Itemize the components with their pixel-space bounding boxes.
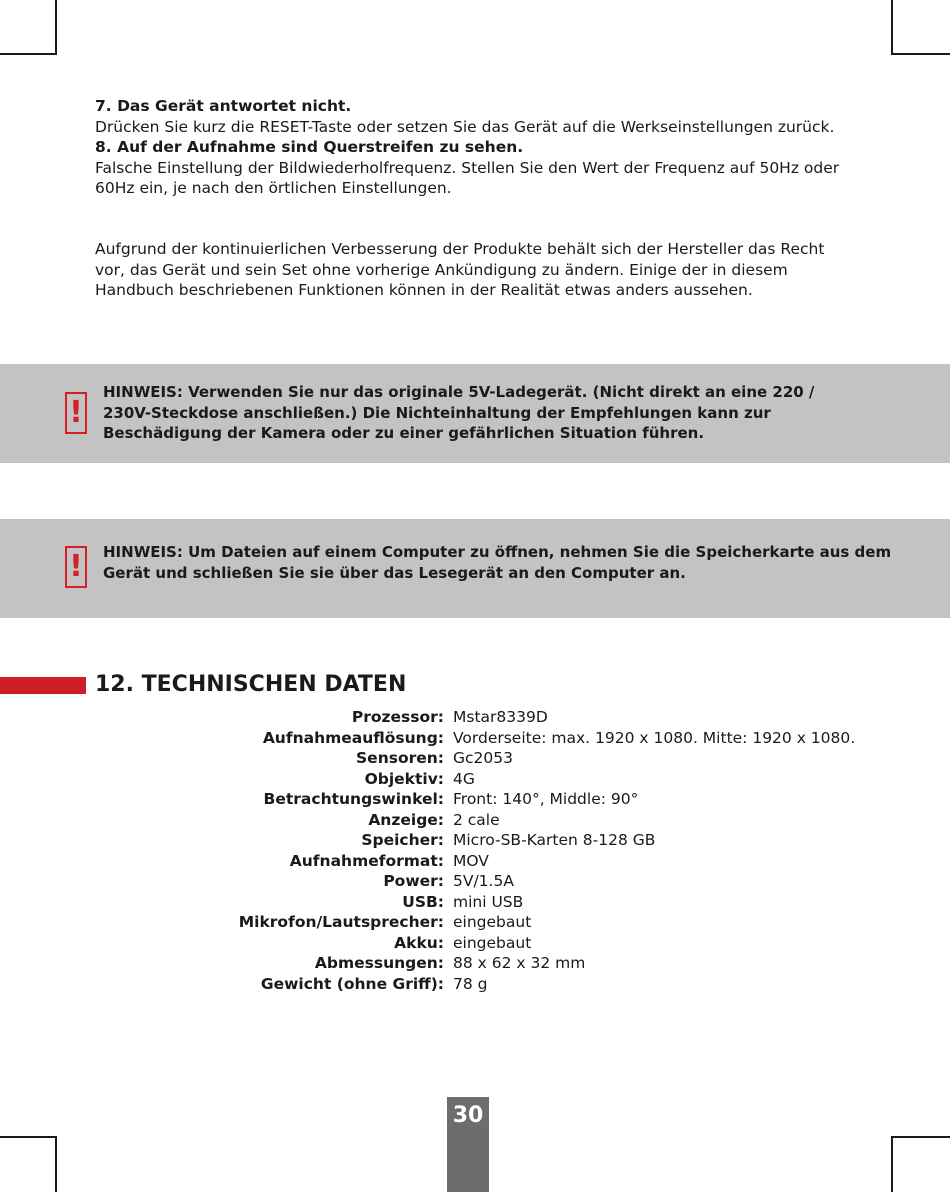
crop-mark-top-right-h xyxy=(891,53,950,55)
spec-label: Aufnahmeformat: xyxy=(289,851,444,870)
crop-mark-bottom-right-h xyxy=(891,1136,950,1138)
spec-row xyxy=(0,953,950,974)
spec-value: Gc2053 xyxy=(453,749,513,767)
spec-value: MOV xyxy=(453,851,489,870)
disclaimer-block xyxy=(95,239,855,301)
notice-box-charger xyxy=(0,364,950,463)
spec-label: Objektiv: xyxy=(364,769,444,788)
spec-value: Micro-SB-Karten 8-128 GB xyxy=(453,831,656,849)
spec-row xyxy=(0,912,950,933)
spec-value: Vorderseite: max. 1920 x 1080. Mitte: 1920 x 1080. xyxy=(453,728,856,747)
exclamation-icon: ! xyxy=(65,546,87,588)
spec-label: Anzeige: xyxy=(368,810,444,829)
troubleshooting-section xyxy=(95,96,855,199)
crop-mark-top-left-h xyxy=(0,53,57,55)
spec-row xyxy=(0,810,950,831)
page-number: 30 xyxy=(452,1103,484,1128)
spec-label: Betrachtungswinkel: xyxy=(263,790,444,808)
item8-text: Falsche Einstellung der Bildwiederholfrequenz. Stellen Sie den Wert der Frequenz auf 50Hz oder 60Hz ein, je nach den örtlichen Einstellungen. xyxy=(95,158,840,197)
spec-row xyxy=(0,933,950,954)
spec-row xyxy=(0,707,950,728)
crop-mark-bottom-right-v xyxy=(891,1136,893,1192)
spec-row xyxy=(0,851,950,872)
spec-value: 2 cale xyxy=(453,810,500,829)
spec-label: Speicher: xyxy=(361,831,444,849)
spec-value: Front: 140°, Middle: 90° xyxy=(453,790,639,808)
spec-label: Gewicht (ohne Griff): xyxy=(260,974,444,993)
spec-row xyxy=(0,974,950,995)
crop-mark-bottom-left-h xyxy=(0,1136,57,1138)
spec-row xyxy=(0,748,950,769)
crop-mark-top-left-v xyxy=(55,0,57,55)
spec-label: Akku: xyxy=(394,933,444,952)
section-title: 12. TECHNISCHEN DATEN xyxy=(95,672,407,697)
spec-label: Mikrofon/Lautsprecher: xyxy=(238,913,444,931)
spec-row xyxy=(0,728,950,749)
item8-title: 8. Auf der Aufnahme sind Querstreifen zu sehen. xyxy=(95,138,524,156)
section-accent-bar xyxy=(0,677,86,694)
notice-box-memory-card xyxy=(0,519,950,618)
item7-title: 7. Das Gerät antwortet nicht. xyxy=(95,97,352,115)
spec-value: 78 g xyxy=(453,974,488,993)
disclaimer-text: Aufgrund der kontinuierlichen Verbesserung der Produkte behält sich der Hersteller das Recht vor, das Gerät und sein Set ohne vorherige Ankündigung zu ändern. Einige der in diesem Handbuch beschriebenen Funktionen können in der Realität etwas anders aussehen. xyxy=(95,240,825,299)
spec-label: Abmessungen: xyxy=(314,954,444,972)
spec-value: Mstar8339D xyxy=(453,708,548,726)
spec-label: USB: xyxy=(402,892,444,911)
spec-label: Prozessor: xyxy=(351,708,444,726)
spec-row xyxy=(0,830,950,851)
spec-value: 4G xyxy=(453,769,475,788)
notice-text-charger: HINWEIS: Verwenden Sie nur das originale 5V-Ladegerät. (Nicht direkt an eine 220 / 230V-Steckdose anschließen.) Die Nichteinhaltung der Empfehlungen kann zur Beschädigung der Kamera oder zu einer gefährlichen Situation führen. xyxy=(103,383,815,442)
crop-mark-bottom-left-v xyxy=(55,1136,57,1192)
item7-text: Drücken Sie kurz die RESET-Taste oder setzen Sie das Gerät auf die Werkseinstellungen zurück. xyxy=(95,117,835,136)
spec-value: 88 x 62 x 32 mm xyxy=(453,954,586,972)
exclamation-icon: ! xyxy=(65,392,87,434)
spec-row xyxy=(0,871,950,892)
spec-value: 5V/1.5A xyxy=(453,872,514,890)
spec-value: eingebaut xyxy=(453,913,532,931)
spec-label: Aufnahmeauflösung: xyxy=(262,728,444,747)
spec-row xyxy=(0,789,950,810)
spec-row xyxy=(0,892,950,913)
notice-text-memory-card: HINWEIS: Um Dateien auf einem Computer zu öffnen, nehmen Sie die Speicherkarte aus dem Gerät und schließen Sie sie über das Lesegerät an den Computer an. xyxy=(103,543,892,582)
crop-mark-top-right-v xyxy=(891,0,893,55)
spec-value: eingebaut xyxy=(453,933,532,952)
spec-row xyxy=(0,769,950,790)
spec-label: Sensoren: xyxy=(356,749,444,767)
spec-label: Power: xyxy=(383,872,444,890)
spec-value: mini USB xyxy=(453,892,524,911)
